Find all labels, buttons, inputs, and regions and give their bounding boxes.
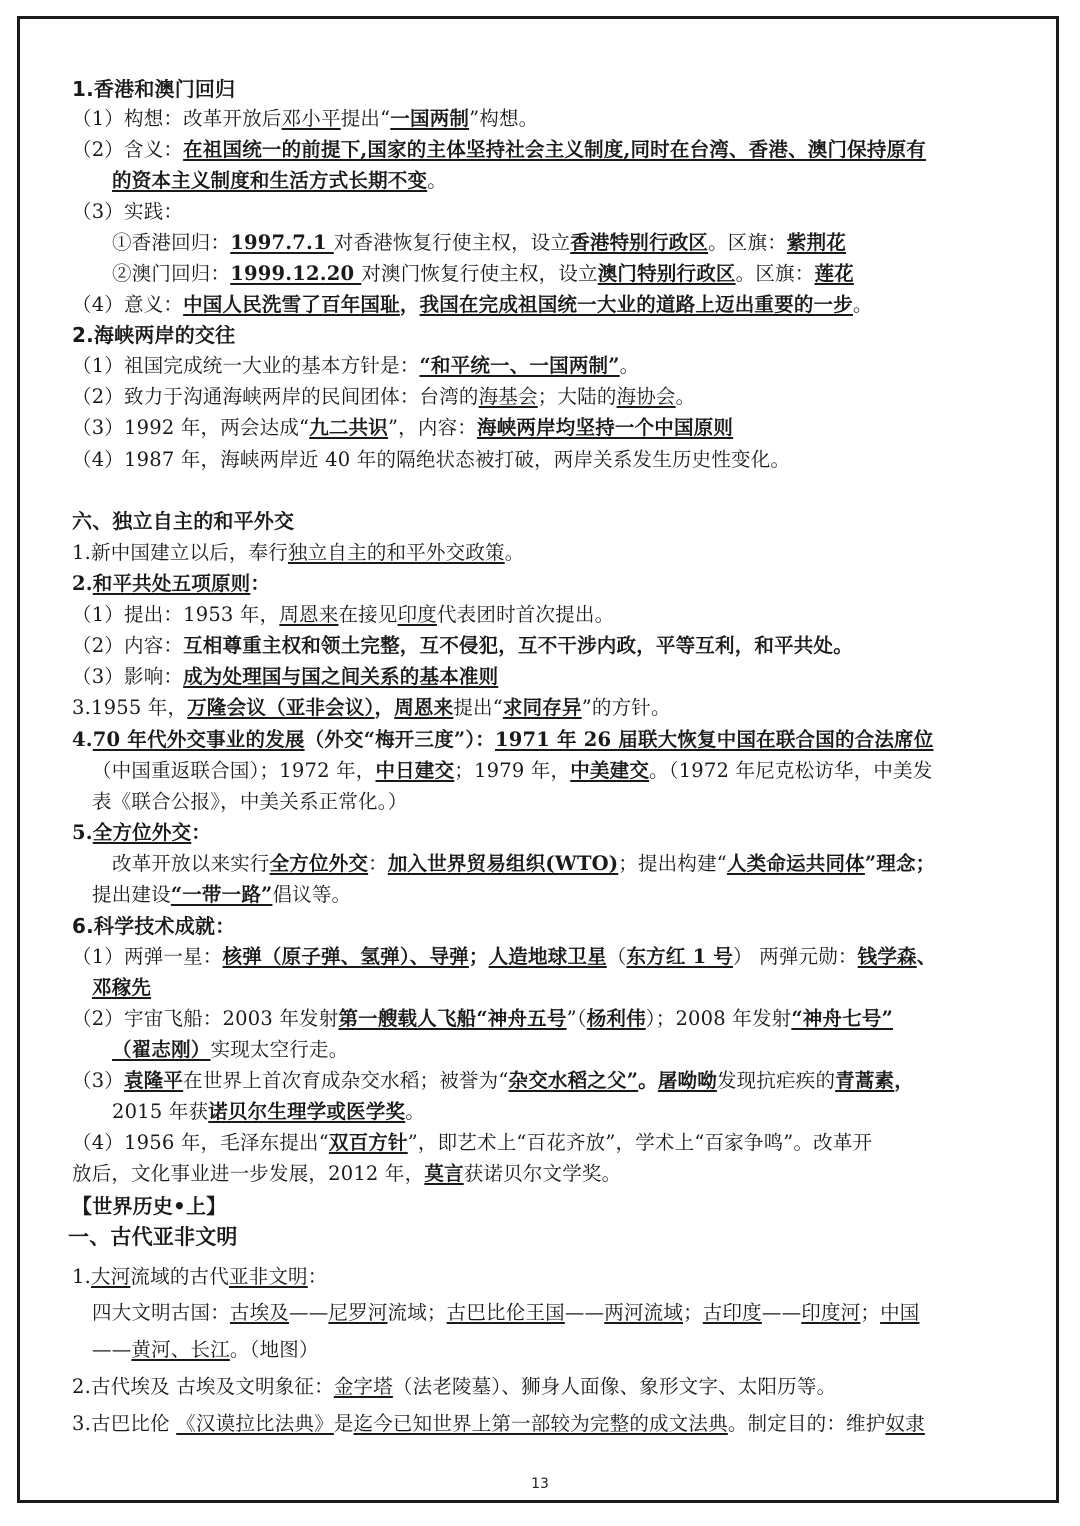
underlined-key-term: 澳门特别行政区: [597, 262, 736, 285]
text-segment: 。: [619, 354, 640, 377]
text-segment: 在接见: [338, 603, 398, 626]
underlined-key-term: 中国人民洗雪了百年国耻: [183, 293, 400, 316]
underlined-key-term: “一带一路”: [170, 883, 273, 906]
underlined-key-term: 青蒿素: [835, 1069, 895, 1092]
text-segment: ；: [860, 1301, 881, 1324]
underlined-key-term: 袁隆平: [124, 1069, 184, 1092]
underlined-key-term: 黄河、长江: [131, 1338, 230, 1361]
underlined-key-term: 周恩来: [279, 603, 339, 626]
text-segment: 流域；: [387, 1301, 447, 1324]
text-segment: 。: [675, 385, 696, 408]
text-segment: ：: [191, 821, 211, 844]
text-line: [72, 76, 235, 103]
underlined-key-term: 1997.7.1: [230, 231, 334, 254]
text-segment: ”，内容：: [388, 416, 477, 439]
section-heading: 六、独立自主的和平外交: [72, 509, 295, 533]
text-segment: 。: [852, 293, 873, 316]
text-line: [72, 1374, 836, 1400]
underlined-key-term: 屠呦呦: [657, 1069, 717, 1092]
underlined-key-term: 诺贝尔生理学或医学奖: [208, 1100, 406, 1123]
underlined-key-term: “和平统一、一国两制”: [419, 354, 620, 377]
text-line: [92, 789, 407, 815]
text-segment: ：: [368, 852, 388, 875]
underlined-key-term: 钱学森: [857, 945, 917, 968]
section-heading: 1.香港和澳门回归: [72, 77, 236, 101]
text-segment: 对澳门恢复行使主权，设立: [361, 262, 598, 285]
text-line: [72, 540, 524, 566]
text-line: [112, 168, 447, 194]
underlined-key-term: 海峡两岸均坚持一个中国原则: [477, 416, 734, 439]
underlined-key-term: 全方位外交: [269, 852, 369, 875]
text-segment: （1）构想：改革开放后: [72, 107, 282, 130]
text-line: [72, 322, 235, 349]
text-line: [72, 944, 936, 970]
underlined-key-term: 迄今已知世界上第一部较为完整的成文法典: [353, 1412, 728, 1435]
text-segment: 1.: [72, 1265, 92, 1288]
underlined-key-term: 全方位外交: [92, 821, 192, 844]
text-segment: 。制定目的：维护: [727, 1412, 886, 1435]
text-line: [68, 1224, 238, 1251]
text-segment: 3.1955 年，: [72, 696, 188, 719]
text-segment: ，: [399, 293, 420, 316]
text-segment: 1.新中国建立以后，奉行: [72, 541, 289, 564]
text-line: [72, 602, 614, 628]
underlined-key-term: 海基会: [478, 385, 538, 408]
text-segment: 流域的古代: [130, 1265, 229, 1288]
text-segment: ，: [894, 1069, 914, 1092]
text-line: [72, 199, 183, 225]
underlined-key-term: 莲花: [814, 262, 854, 285]
text-line: [112, 1037, 348, 1063]
text-line: [72, 447, 790, 473]
text-segment: 。: [427, 169, 447, 192]
text-line: [72, 292, 873, 318]
text-line: [72, 913, 235, 940]
text-line: [72, 1006, 893, 1032]
text-segment: ”（: [566, 1007, 587, 1030]
text-line: [72, 1068, 914, 1094]
text-line: [72, 1264, 327, 1290]
section-heading: 一、古代亚非文明: [68, 1225, 238, 1249]
text-line: [92, 758, 933, 784]
text-segment: （3）影响：: [72, 665, 184, 688]
underlined-key-term: 的资本主义制度和生活方式长期不变: [112, 169, 428, 192]
underlined-key-term: 古巴比伦王国: [446, 1301, 565, 1324]
text-segment: ；提出构建“: [618, 852, 727, 875]
text-segment: ”的方针。: [581, 696, 671, 719]
text-segment: ——: [761, 1301, 802, 1324]
text-segment: ”理念；: [864, 852, 936, 875]
text-line: [72, 727, 933, 753]
text-segment: （法老陵墓）、狮身人面像、象形文字、太阳历等。: [392, 1375, 837, 1398]
underlined-key-term: 印度: [397, 603, 437, 626]
text-line: [72, 106, 538, 132]
underlined-key-term: 和平共处五项原则: [92, 572, 251, 595]
text-segment: ；大陆的: [537, 385, 617, 408]
text-line: [72, 1193, 226, 1220]
text-line: [72, 137, 926, 163]
underlined-key-term: 杨利伟: [586, 1007, 646, 1030]
underlined-key-term: 中国: [880, 1301, 920, 1324]
underlined-key-term: 九二共识: [309, 416, 389, 439]
underlined-key-term: 1971 年 26 届联大恢复中国在联合国的合法席位: [494, 728, 934, 751]
underlined-key-term: 我国在完成祖国统一大业的道路上迈出重要的一步: [419, 293, 853, 316]
underlined-key-term: 双百方针: [328, 1131, 408, 1154]
text-segment: 。（1972 年尼克松访华，中美发: [649, 759, 933, 782]
text-line: [72, 633, 853, 659]
underlined-key-term: 人造地球卫星: [488, 945, 607, 968]
text-segment: （4）意义：: [72, 293, 184, 316]
text-line: [72, 415, 733, 441]
underlined-key-term: 1999.12.20: [230, 262, 362, 285]
text-line: [112, 1099, 425, 1125]
underlined-key-term: 金字塔: [333, 1375, 393, 1398]
text-segment: 2.: [72, 572, 93, 595]
text-line: [112, 261, 854, 287]
underlined-key-term: 人类命运共同体: [726, 852, 865, 875]
text-segment: 。区旗：: [735, 262, 815, 285]
text-segment: 2.古代埃及 古埃及文明象征：: [72, 1375, 334, 1398]
underlined-key-term: 成为处理国与国之间关系的基本准则: [183, 665, 499, 688]
text-segment: 2015 年获: [112, 1100, 209, 1123]
underlined-key-term: 邓稼先: [92, 976, 152, 999]
text-segment: 是: [333, 1412, 354, 1435]
text-segment: 四大文明古国：: [92, 1301, 230, 1324]
text-line: [72, 664, 498, 690]
text-segment: ，: [374, 696, 395, 719]
underlined-key-term: 求同存异: [502, 696, 582, 719]
text-segment: ；: [468, 945, 489, 968]
page-number: 13: [531, 1476, 549, 1492]
text-segment: 倡议等。: [272, 883, 352, 906]
text-segment: 发现抗疟疾的: [716, 1069, 836, 1092]
text-segment: 。: [504, 541, 525, 564]
text-segment: ”，即艺术上“百花齐放”，学术上“百家争鸣”。改革开: [407, 1131, 873, 1154]
text-segment: ”构想。: [469, 107, 539, 130]
text-segment: （2）宇宙飞船：2003 年发射: [72, 1007, 339, 1030]
underlined-key-term: 核弹（原子弹、氢弹）、导弹: [222, 945, 469, 968]
text-segment: 。: [638, 1069, 658, 1092]
text-line: [112, 230, 846, 256]
text-segment: （2）含义：: [72, 138, 184, 161]
text-segment: （3）实践：: [72, 200, 184, 223]
underlined-key-term: 杂交水稻之父”: [508, 1069, 639, 1092]
underlined-key-term: 香港特别行政区: [570, 231, 709, 254]
text-segment: ——: [92, 1338, 132, 1361]
underlined-key-term: 大河: [91, 1265, 131, 1288]
underlined-key-term: 两河流域: [604, 1301, 684, 1324]
text-segment: 提出“: [340, 107, 391, 130]
text-segment: ；: [683, 1301, 703, 1324]
underlined-key-term: 中日建交: [375, 759, 455, 782]
text-segment: 代表团时首次提出。: [436, 603, 615, 626]
underlined-key-term: “神舟七号”: [791, 1007, 894, 1030]
text-line: [72, 695, 671, 721]
underlined-key-term: （翟志刚）: [112, 1038, 211, 1061]
text-segment: 。: [405, 1100, 425, 1123]
underlined-key-term: 独立自主的和平外交政策: [288, 541, 505, 564]
text-line: [92, 1300, 920, 1326]
text-line: [92, 975, 151, 1001]
text-segment: 4.: [72, 728, 93, 751]
text-segment: 对香港恢复行使主权，设立: [333, 231, 571, 254]
text-segment: ：: [250, 572, 271, 595]
text-segment: ；1979 年，: [454, 759, 571, 782]
text-segment: 在世界上首次育成杂交水稻；被誉为“: [183, 1069, 509, 1092]
text-segment: （1）两弹一星：: [72, 945, 223, 968]
underlined-key-term: 亚非文明: [228, 1265, 308, 1288]
text-segment: （中国重返联合国）；1972 年，: [92, 759, 376, 782]
text-line: [72, 571, 270, 597]
text-segment: （2）致力于沟通海峡两岸的民间团体：台湾的: [72, 385, 479, 408]
text-segment: 实现太空行走。: [210, 1038, 349, 1061]
text-segment: 、: [916, 945, 937, 968]
text-segment: ②澳门回归：: [112, 262, 231, 285]
text-line: [72, 353, 639, 379]
underlined-key-term: 在祖国统一的前提下,国家的主体坚持社会主义制度,同时在台湾、香港、澳门保持原有: [183, 138, 926, 161]
underlined-key-term: 东方红 1 号: [626, 945, 734, 968]
underlined-key-term: 尼罗河: [328, 1301, 388, 1324]
text-segment: ）；2008 年发射: [645, 1007, 792, 1030]
text-line: [72, 508, 294, 535]
text-segment: 提出“: [453, 696, 503, 719]
text-segment: （4）1987 年，海峡两岸近 40 年的隔绝状态被打破，两岸关系发生历史性变化。: [72, 448, 791, 471]
text-segment: 放后，文化事业进一步发展，2012 年，: [72, 1162, 425, 1185]
text-line: [72, 1130, 872, 1156]
underlined-key-term: 第一艘载人飞船“神舟五号: [338, 1007, 567, 1030]
text-segment: （2）内容：: [72, 634, 184, 657]
text-line: [72, 1161, 621, 1187]
text-segment: ——: [564, 1301, 605, 1324]
text-line: [72, 1411, 925, 1437]
underlined-key-term: 印度河: [801, 1301, 861, 1324]
text-segment: ：: [307, 1265, 328, 1288]
underlined-key-term: 紫荆花: [786, 231, 847, 254]
underlined-key-term: 奴隶: [885, 1412, 925, 1435]
text-line: [112, 851, 935, 877]
underlined-key-term: 加入世界贸易组织(WTO): [387, 852, 619, 875]
underlined-key-term: 古印度: [702, 1301, 762, 1324]
text-segment: ——: [289, 1301, 329, 1324]
text-segment: 3.古巴比伦: [72, 1412, 177, 1435]
text-segment: 。（地图）: [229, 1338, 319, 1361]
text-segment: （3）: [72, 1069, 125, 1092]
text-segment: 5.: [72, 821, 93, 844]
section-heading: 6.科学技术成就：: [72, 914, 236, 938]
underlined-key-term: 万隆会议（亚非会议）: [187, 696, 375, 719]
text-segment: 。区旗：: [708, 231, 787, 254]
text-line: [92, 1337, 319, 1363]
text-segment: （1）提出：1953 年，: [72, 603, 280, 626]
underlined-key-term: 古埃及: [229, 1301, 290, 1324]
text-segment: （: [606, 945, 627, 968]
text-segment: （4）1956 年，毛泽东提出“: [72, 1131, 329, 1154]
text-segment: 互相尊重主权和领土完整，互不侵犯，互不干涉内政，平等互利，和平共处。: [183, 634, 853, 657]
text-segment: 获诺贝尔文学奖。: [463, 1162, 622, 1185]
section-heading: 2.海峡两岸的交往: [72, 323, 236, 347]
text-segment: ） 两弹元勋：: [733, 945, 858, 968]
text-segment: （3）1992 年，两会达成“: [72, 416, 310, 439]
section-heading: 【世界历史•上】: [72, 1194, 227, 1218]
underlined-key-term: 莫言: [424, 1162, 464, 1185]
text-line: [72, 820, 211, 846]
underlined-key-term: 《汉谟拉比法典》: [176, 1412, 334, 1435]
underlined-key-term: 海协会: [616, 385, 676, 408]
text-line: [92, 882, 351, 908]
underlined-key-term: 中美建交: [570, 759, 650, 782]
text-line: [72, 384, 695, 410]
text-segment: ①香港回归：: [112, 231, 231, 254]
text-segment: （外交“梅开三度”）：: [304, 728, 495, 751]
underlined-key-term: 邓小平: [281, 107, 341, 130]
underlined-key-term: 周恩来: [394, 696, 454, 719]
underlined-key-term: 一国两制: [390, 107, 470, 130]
text-segment: 提出建设: [92, 883, 171, 906]
underlined-key-term: 70 年代外交事业的发展: [92, 728, 305, 751]
text-segment: （1）祖国完成统一大业的基本方针是：: [72, 354, 420, 377]
text-segment: 改革开放以来实行: [112, 852, 270, 875]
text-segment: 表《联合公报》，中美关系正常化。）: [92, 790, 408, 813]
